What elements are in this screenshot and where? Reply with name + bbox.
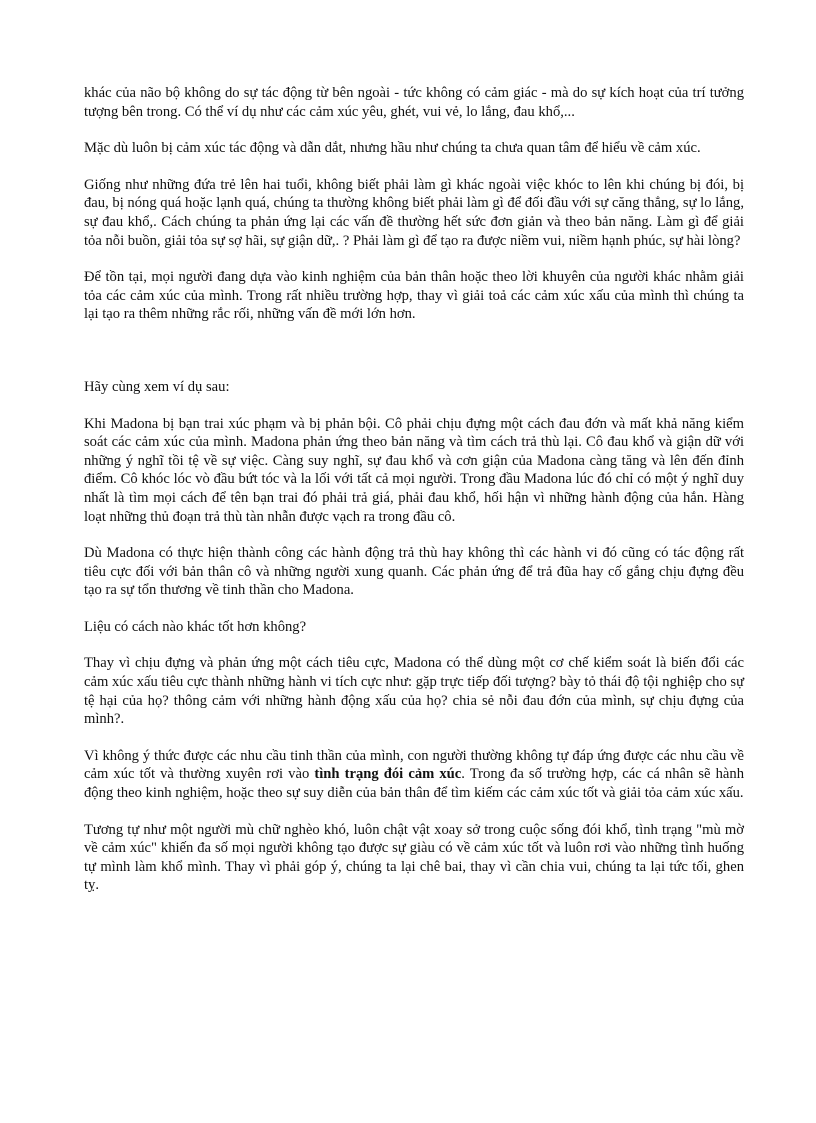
paragraph-7: Dù Madona có thực hiện thành công các hành động trả thù hay không thì các hành vi đó cũng có tác động rất tiêu cực đối với bản thân cô và những người xung quanh. Các phản ứng để trả đũa hay cố gắng chịu đựng đều tạo ra sự tổn thương về tinh thần cho Madona. xyxy=(84,545,744,599)
paragraph-10-text-after: . Trong đa số trường hợp, các cá nhân sẽ hành động theo kinh nghiệm, hoặc theo sự suy diễn của bản thân để tìm kiếm các cảm xúc tốt và giải tỏa cảm xúc xấu. xyxy=(84,766,745,802)
document-page xyxy=(84,84,744,913)
paragraph-10-bold-term: tình trạng đói cảm xúc xyxy=(314,766,462,783)
paragraph-3: Giống như những đứa trẻ lên hai tuổi, không biết phải làm gì khác ngoài việc khóc to lên khi chúng bị đói, bị đau, bị nóng quá hoặc lạnh quá, chúng ta thường không biết phải làm gì để đối đầu với sự căng thẳng, sự lo lắng, sự đau khổ,. Cách chúng ta phản ứng lại các vấn đề thường hết sức đơn giản và theo bản năng. Làm gì để giải tỏa nỗi buồn, giải tỏa sự sợ hãi, sự giận dữ,. ? Phải làm gì để tạo ra được niềm vui, niềm hạnh phúc, sự hài lòng? xyxy=(84,176,744,249)
paragraph-5: Hãy cùng xem ví dụ sau: xyxy=(84,378,230,395)
paragraph-10-text-before: Vì không ý thức được các nhu cầu tinh thần của mình, con người thường không tự đáp ứng được các nhu cầu về cảm xúc tốt và thường xuyên rơi vào xyxy=(84,747,744,783)
paragraph-1: khác của não bộ không do sự tác động từ bên ngoài - tức không có cảm giác - mà do sự kích hoạt của trí tưởng tượng bên trong. Có thể ví dụ như các cảm xúc yêu, ghét, vui vẻ, lo lắng, đau khổ,... xyxy=(84,85,744,120)
paragraph-2: Mặc dù luôn bị cảm xúc tác động và dẫn dắt, nhưng hầu như chúng ta chưa quan tâm để hiểu về cảm xúc. xyxy=(84,140,701,157)
paragraph-8: Liệu có cách nào khác tốt hơn không? xyxy=(84,618,307,635)
blank-space xyxy=(84,342,744,378)
paragraph-10 xyxy=(84,747,744,803)
paragraph-9: Thay vì chịu đựng và phản ứng một cách tiêu cực, Madona có thể dùng một cơ chế kiểm soát là biến đổi các cảm xúc xấu tiêu cực thành những hành vi tích cực như: gặp trực tiếp đối tượng? bày tỏ thái độ tội nghiệp cho sự tệ hại của họ? thông cảm với những hành động xấu của họ? chia sẻ nỗi đau đớn của mình, sự chịu đựng của mình?. xyxy=(84,655,744,728)
paragraph-11: Tương tự như một người mù chữ nghèo khó, luôn chật vật xoay sở trong cuộc sống đói khổ, tình trạng "mù mờ về cảm xúc" khiến đa số mọi người không tạo được sự giàu có về cảm xúc tốt và luôn rơi vào những tình huống tự mình làm khổ mình. Thay vì phải góp ý, chúng ta lại chê bai, thay vì cần chia vui, chúng ta lại tức tối, ghen tỵ. xyxy=(84,821,744,894)
paragraph-6: Khi Madona bị bạn trai xúc phạm và bị phản bội. Cô phải chịu đựng một cách đau đớn và mất khả năng kiểm soát các cảm xúc của mình. Madona phản ứng theo bản năng và tìm cách trả thù lại. Cô đau khổ và giận dữ với những ý nghĩ tồi tệ về sự việc. Càng suy nghĩ, sự đau khổ và cơn giận của Madona càng tăng và lên đến đỉnh điểm. Cô khóc lóc vò đầu bứt tóc và la lối với tất cả mọi người. Trong đầu Madona lúc đó chỉ có một ý nghĩ duy nhất là tìm mọi cách để tên bạn trai đó phải trả giá, phải đau khổ, hối hận vì những hành động của hắn. Hàng loạt những thủ đoạn trả thù tàn nhẫn được vạch ra trong đầu cô. xyxy=(84,415,744,525)
paragraph-4: Để tồn tại, mọi người đang dựa vào kinh nghiệm của bản thân hoặc theo lời khuyên của người khác nhằm giải tỏa các cảm xúc của mình. Trong rất nhiều trường hợp, thay vì giải toả các cảm xúc xấu của mình thì chúng ta lại tạo ra thêm những rắc rối, những vấn đề mới lớn hơn. xyxy=(84,269,744,323)
